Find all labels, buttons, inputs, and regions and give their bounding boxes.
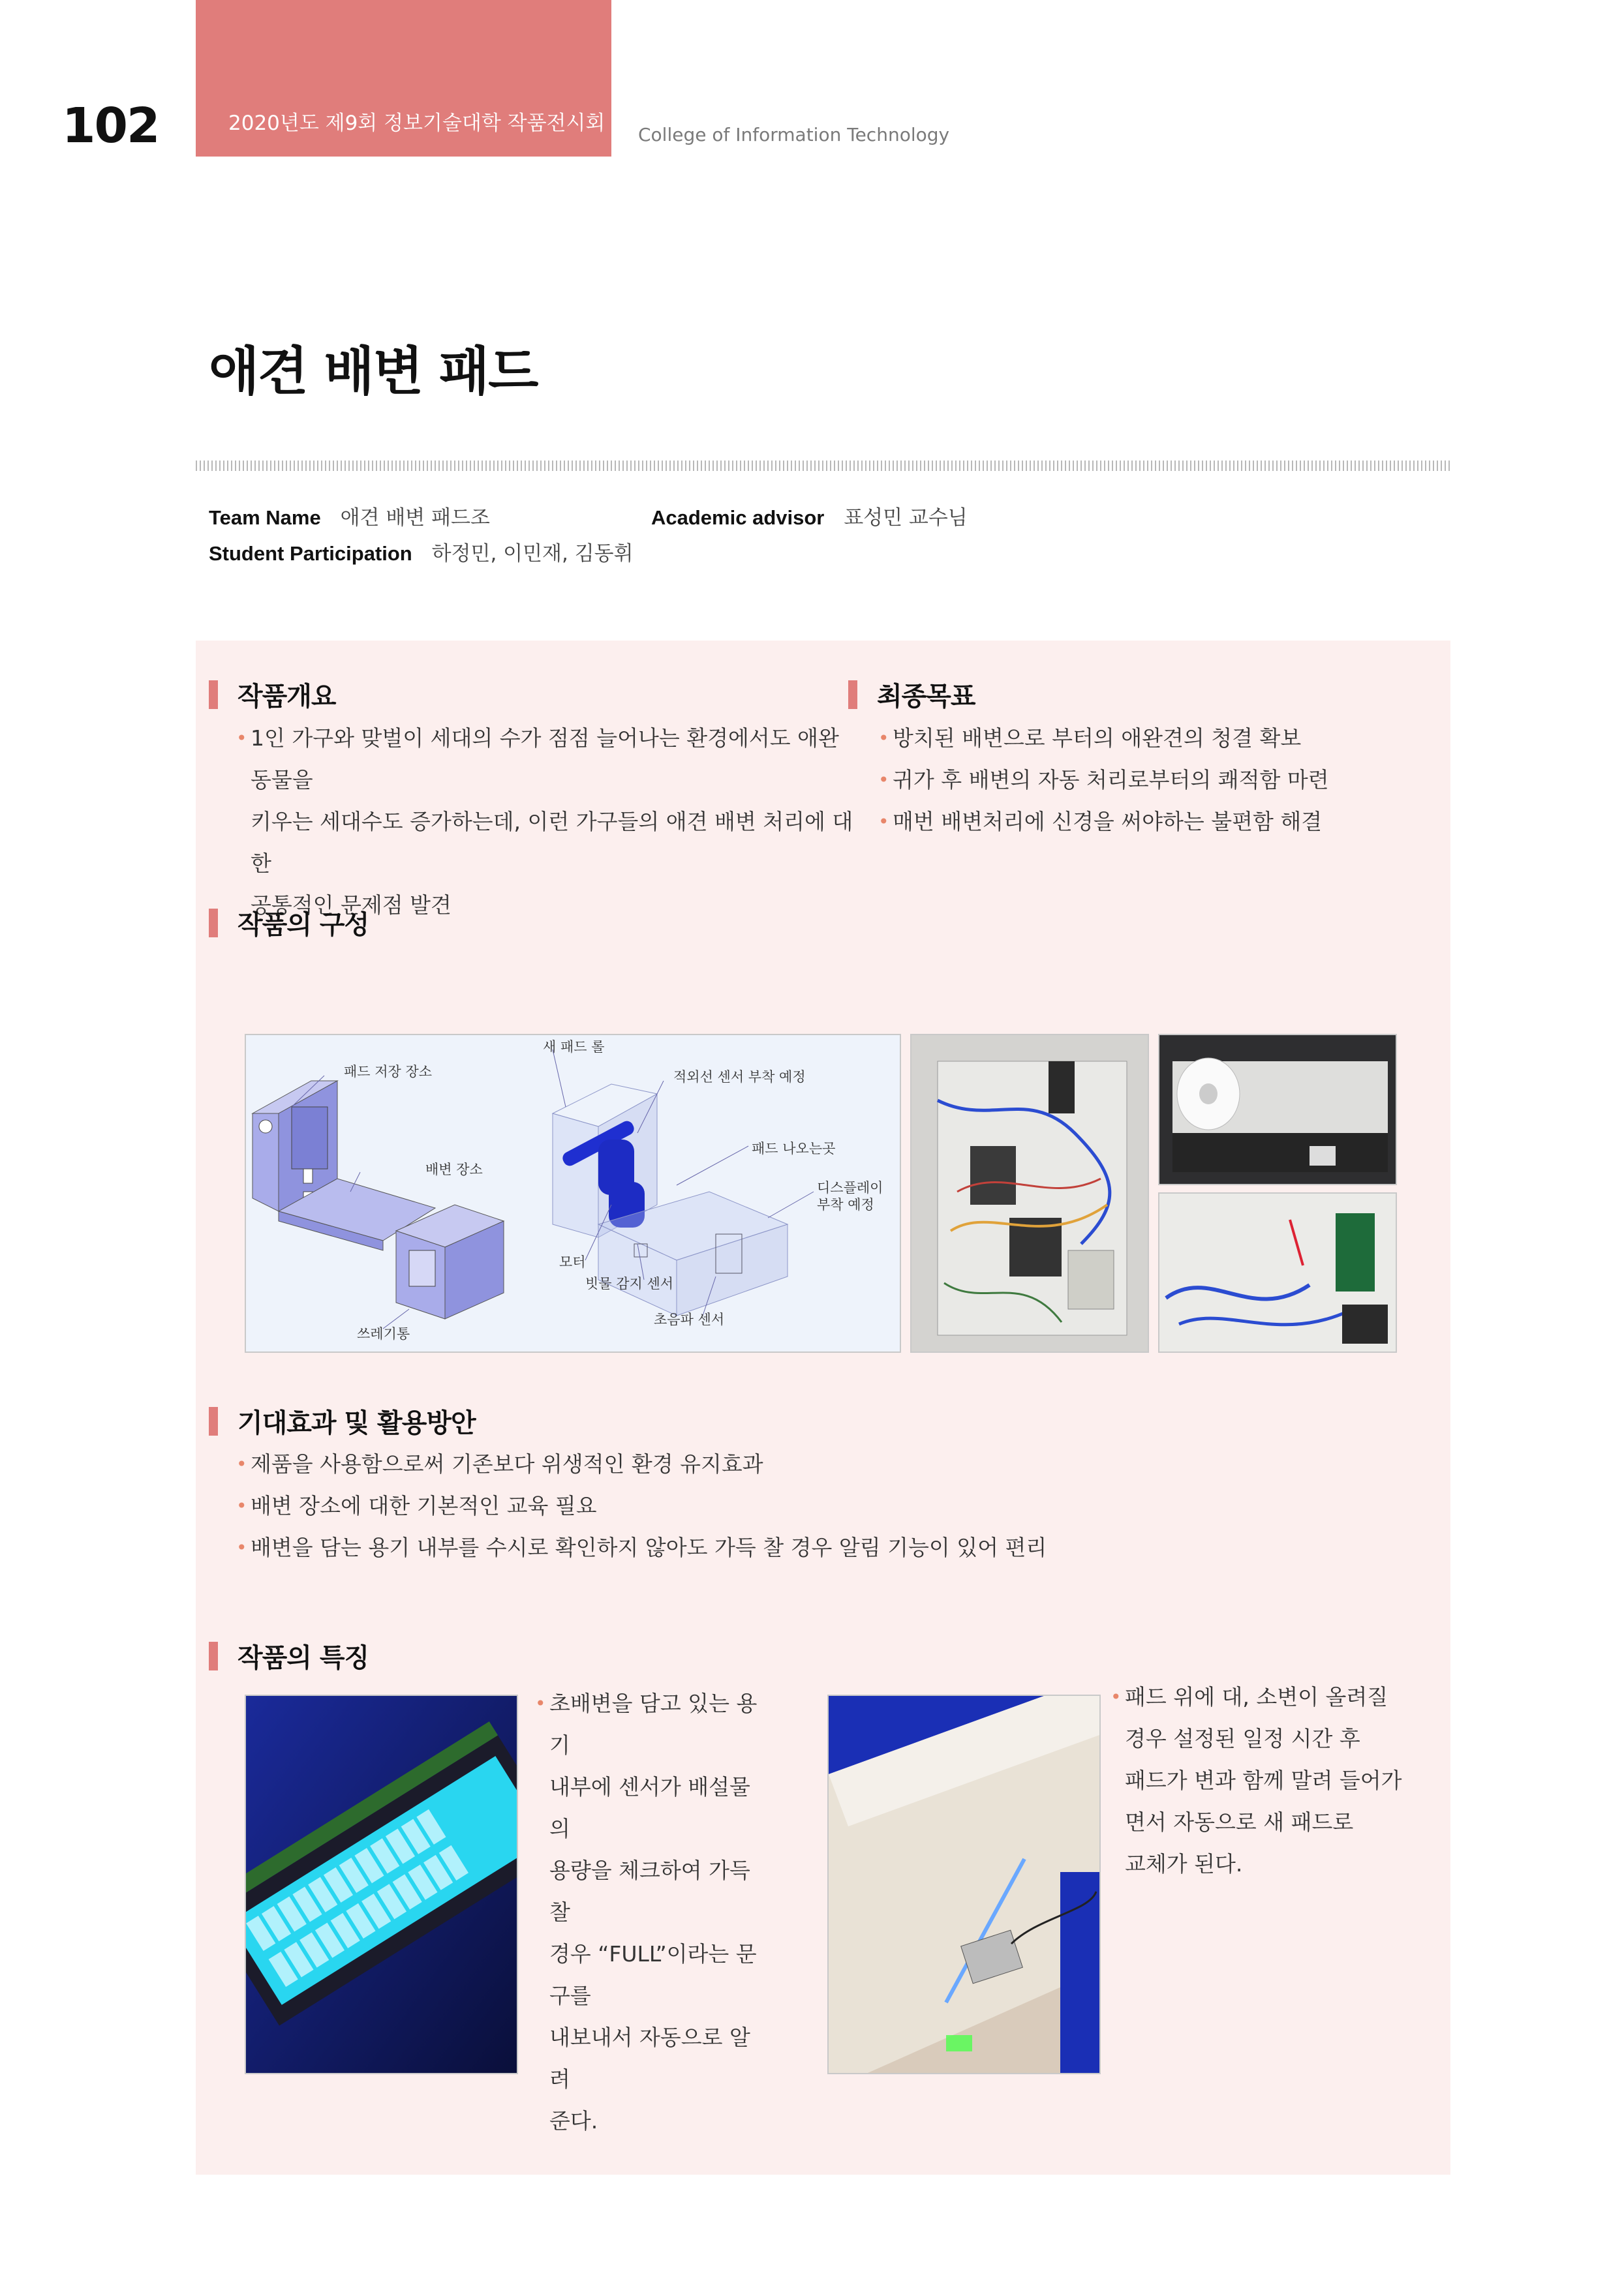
label-toilet-area: 배변 장소 xyxy=(425,1162,483,1177)
overview-bullet-cont: 공통적인 문제점 발견 xyxy=(251,892,452,918)
feature1-line: 준다. xyxy=(549,2108,598,2134)
pad-roll-photo-drawing xyxy=(1159,1035,1396,1184)
goal-item: • 매번 배변처리에 신경을 써야하는 불편함 해결 xyxy=(878,801,1439,843)
effect-item: • 배변을 담는 용기 내부를 수시로 확인하지 않아도 가득 찰 경우 알림 기능이 있어 편리 xyxy=(236,1527,1345,1569)
feature2-line: 면서 자동으로 새 패드로 xyxy=(1125,1809,1354,1835)
label-display-2: 부착 예정 xyxy=(817,1197,874,1213)
students-value: 하정민, 이민재, 김동휘 xyxy=(431,542,634,566)
label-ir-sensor: 적외선 센서 부착 예정 xyxy=(673,1069,806,1085)
students-label: Student Participation xyxy=(209,542,412,565)
composition-heading xyxy=(209,904,369,941)
feature1-line: 내보내서 자동으로 알려 xyxy=(549,2025,750,2092)
label-pad-storage: 패드 저장 장소 xyxy=(344,1064,433,1080)
dotted-divider xyxy=(196,461,1450,471)
product-structure-diagram xyxy=(245,1034,901,1353)
page-number: 102 xyxy=(62,98,159,154)
college-name: College of Information Technology xyxy=(638,124,950,145)
effects-heading xyxy=(209,1402,476,1440)
feature1-line: 용량을 체크하여 가득 찰 xyxy=(549,1858,750,1925)
effect-item: • 배변 장소에 대한 기본적인 교육 필요 xyxy=(236,1485,1345,1527)
section-marker xyxy=(209,680,218,709)
advisor-row xyxy=(651,501,968,530)
label-pad-exit: 패드 나오는곳 xyxy=(752,1141,836,1156)
exhibition-title: 2020년도 제9회 정보기술대학 작품전시회 xyxy=(228,112,605,135)
lcd-photo-drawing xyxy=(246,1696,517,2073)
composition-heading-text: 작품의 구성 xyxy=(237,910,369,940)
overview-heading-text: 작품개요 xyxy=(237,682,336,712)
section-marker xyxy=(209,909,218,937)
feature1-line: 내부에 센서가 배설물의 xyxy=(549,1774,750,1841)
features-heading xyxy=(209,1637,369,1674)
label-trash-bin: 쓰레기통 xyxy=(357,1326,410,1342)
goal-item: • 방치된 배변으로 부터의 애완견의 청결 확보 xyxy=(878,718,1439,759)
team-name-value: 애견 배변 패드조 xyxy=(340,506,490,530)
feature2-line: 패드가 변과 함께 말려 들어가 xyxy=(1125,1768,1402,1793)
feature2-line: 교체가 된다. xyxy=(1125,1851,1243,1877)
wiring-photo-drawing xyxy=(912,1035,1148,1352)
advisor-label: Academic advisor xyxy=(651,506,825,529)
feature2-text xyxy=(1111,1676,1437,1885)
lcd-display-photo xyxy=(245,1695,518,2074)
label-rain-sensor: 빗물 감지 센서 xyxy=(585,1276,674,1292)
sensor-photo-drawing xyxy=(1159,1194,1396,1352)
effects-list xyxy=(236,1443,1345,1569)
overview-bullet-cont: 키우는 세대수도 증가하는데, 이런 가구들의 애견 배변 처리에 대한 xyxy=(251,809,853,876)
overview-heading xyxy=(209,676,336,713)
feature1-text xyxy=(535,1683,770,2142)
effects-heading-text: 기대효과 및 활용방안 xyxy=(237,1408,476,1438)
effect-item: • 제품을 사용함으로써 기존보다 위생적인 환경 유지효과 xyxy=(236,1443,1345,1485)
label-new-pad-roll: 새 패드 롤 xyxy=(543,1039,605,1055)
label-display-1: 디스플레이 xyxy=(817,1180,883,1196)
section-marker xyxy=(209,1642,218,1670)
feature1-line: 경우 “FULL”이라는 문구를 xyxy=(549,1941,757,2008)
pad-sensor-photo xyxy=(827,1695,1101,2074)
goals-heading-text: 최종목표 xyxy=(877,682,975,712)
label-motor: 모터 xyxy=(559,1254,586,1270)
section-marker xyxy=(209,1407,218,1436)
features-heading-text: 작품의 특징 xyxy=(237,1643,369,1673)
prototype-pad-roll-photo xyxy=(1158,1034,1397,1185)
feature2-line: 경우 설정된 일정 시간 후 xyxy=(1125,1726,1360,1751)
project-title: 애견 배변 패드 xyxy=(209,341,538,402)
team-name-row xyxy=(209,501,490,530)
goals-heading xyxy=(848,676,975,713)
label-ultrasonic: 초음파 센서 xyxy=(654,1312,725,1327)
advisor-value: 표성민 교수님 xyxy=(844,506,968,530)
section-marker xyxy=(848,680,857,709)
overview-body xyxy=(236,718,856,926)
prototype-sensor-photo xyxy=(1158,1192,1397,1353)
pad-photo-drawing xyxy=(829,1696,1099,2073)
students-row xyxy=(209,537,634,566)
prototype-wiring-photo xyxy=(910,1034,1149,1353)
feature1-line: • 초배변을 담고 있는 용기 xyxy=(535,1683,770,1766)
feature2-line: • 패드 위에 대, 소변이 올려질 xyxy=(1111,1676,1437,1718)
overview-bullet: • 1인 가구와 맞벌이 세대의 수가 점점 늘어나는 환경에서도 애완동물을 xyxy=(236,718,856,801)
goals-list xyxy=(878,718,1439,843)
goal-item: • 귀가 후 배변의 자동 처리로부터의 쾌적함 마련 xyxy=(878,759,1439,801)
team-name-label: Team Name xyxy=(209,506,321,529)
